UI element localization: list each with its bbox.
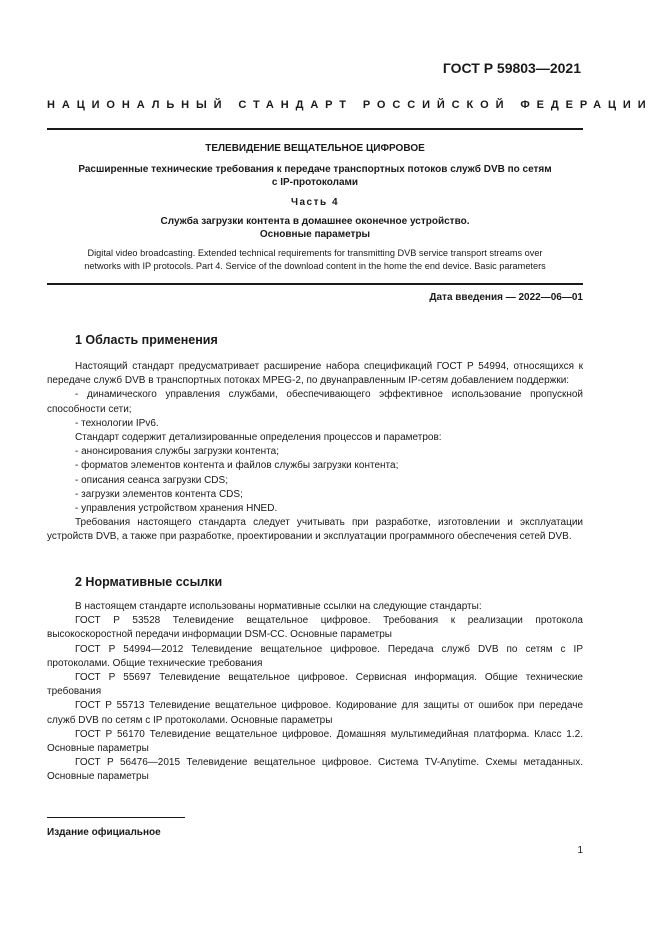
english-title-line-1: Digital video broadcasting. Extended technical requirements for transmitting DVB service transport streams over [87, 248, 543, 258]
page-number: 1 [577, 845, 583, 856]
paragraph: Настоящий стандарт предусматривает расширение набора спецификаций ГОСТ Р 54994, относящихся к передаче служб DVB в транспортных потоках MPEG-2, по двунаправленным IP-сетям добавлением поддержки: [47, 361, 583, 387]
section-1-body [47, 360, 583, 545]
document-title: ТЕЛЕВИДЕНИЕ ВЕЩАТЕЛЬНОЕ ЦИФРОВОЕ [205, 143, 425, 154]
part-title [47, 215, 583, 241]
paragraph: Стандарт содержит детализированные определения процессов и параметров: [75, 432, 442, 444]
subtitle-line-1: Расширенные технические требования к передаче транспортных потоков служб DVB по сетям [78, 164, 552, 175]
paragraph: - динамического управления службами, обеспечивающего эффективное использование пропускной способности сети; [47, 389, 583, 415]
reference-item: ГОСТ Р 55697 Телевидение вещательное цифровое. Сервисная информация. Общие технические требования [47, 672, 583, 698]
english-title [47, 247, 583, 273]
english-title-line-2: networks with IP protocols. Part 4. Service of the download content in the home the end device. Basic parameters [84, 261, 546, 271]
subtitle-line-2: с IP-протоколами [271, 177, 359, 188]
paragraph: - описания сеанса загрузки CDS; [75, 474, 228, 486]
section-1-heading: 1 Область применения [75, 333, 218, 347]
official-edition-label: Издание официальное [47, 827, 161, 838]
paragraph: - анонсирования службы загрузки контента; [75, 446, 279, 458]
paragraph: - загрузки элементов контента CDS; [75, 488, 243, 500]
paragraph: - форматов элементов контента и файлов службы загрузки контента; [75, 460, 399, 472]
section-2-heading: 2 Нормативные ссылки [75, 575, 223, 589]
top-divider [47, 128, 583, 130]
title-divider [47, 283, 583, 285]
paragraph: - технологии IPv6. [75, 417, 159, 429]
reference-item: ГОСТ Р 56476—2015 Телевидение вещательное цифровое. Система TV-Anytime. Схемы метаданных. Основные параметры [47, 757, 583, 783]
reference-item: ГОСТ Р 54994—2012 Телевидение вещательное цифровое. Передача служб DVB по сетям с IP протоколами. Общие технические требования [47, 643, 583, 669]
national-standard-banner: НАЦИОНАЛЬНЫЙ СТАНДАРТ РОССИЙСКОЙ ФЕДЕРАЦИИ [47, 99, 653, 111]
document-code: ГОСТ Р 59803—2021 [442, 60, 581, 76]
section-2-body [47, 600, 583, 785]
introduction-date: Дата введения — 2022—06—01 [429, 292, 583, 303]
paragraph: В настоящем стандарте использованы нормативные ссылки на следующие стандарты: [75, 601, 482, 612]
part-title-line-2: Основные параметры [259, 229, 371, 240]
paragraph: - управления устройством хранения HNED. [75, 503, 278, 515]
part-number: Часть 4 [290, 197, 340, 208]
footer-divider [47, 817, 185, 818]
reference-item: ГОСТ Р 53528 Телевидение вещательное цифровое. Требования к реализации протокола высокоскоростной передачи информации DSM-CC. Основные параметры [47, 615, 583, 641]
reference-item: ГОСТ Р 55713 Телевидение вещательное цифровое. Кодирование для защиты от ошибок при передаче служб DVB по сетям с IP протоколами. Основные параметры [47, 700, 583, 726]
paragraph: Требования настоящего стандарта следует учитывать при разработке, изготовлении и эксплуатации устройств DVB, а также при разработке, проектировании и эксплуатации программного обеспечения сетей DVB. [47, 517, 583, 543]
part-title-line-1: Служба загрузки контента в домашнее оконечное устройство. [160, 216, 470, 227]
document-subtitle [47, 163, 583, 189]
reference-item: ГОСТ Р 56170 Телевидение вещательное цифровое. Домашняя мультимедийная платформа. Класс 1.2. Основные параметры [47, 728, 583, 755]
